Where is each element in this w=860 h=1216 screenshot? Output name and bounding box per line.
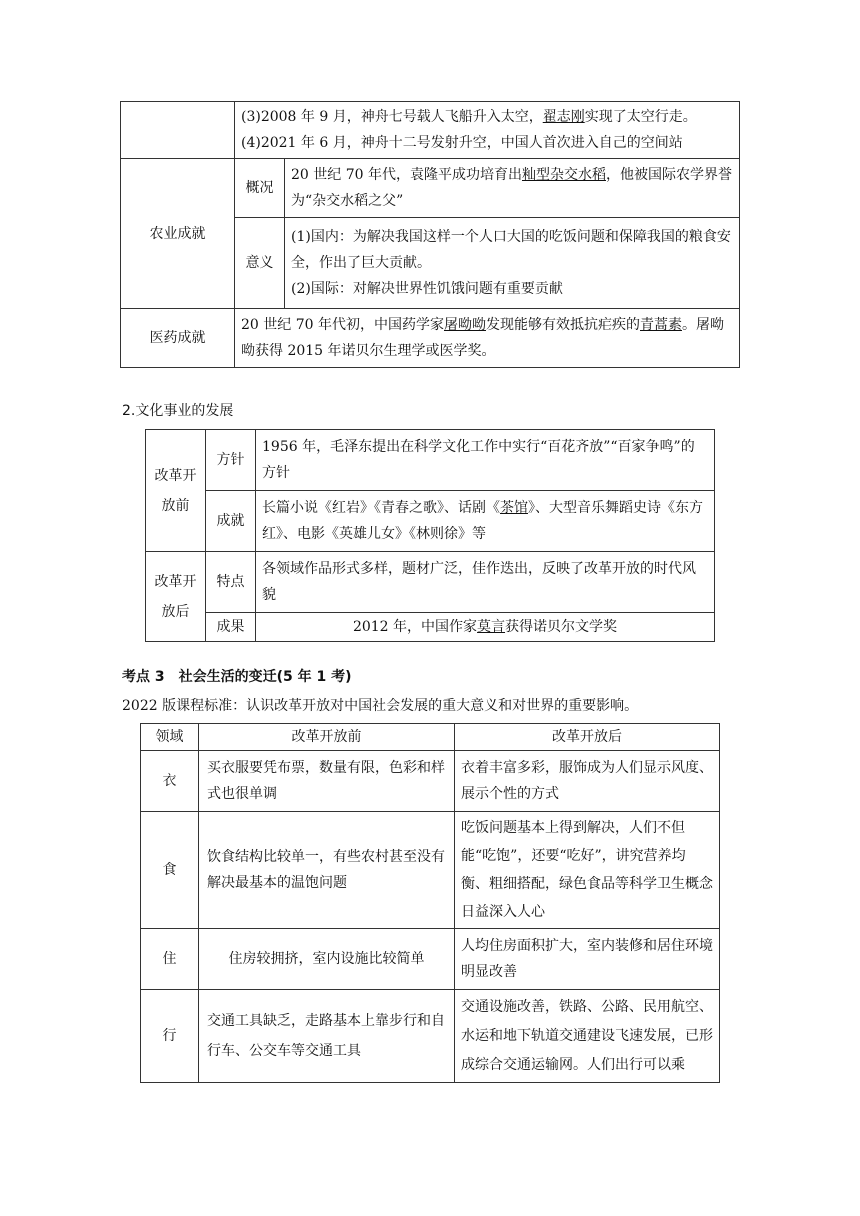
- overview-text: [285, 159, 740, 218]
- period-after: [146, 552, 206, 642]
- table-row: [121, 102, 740, 159]
- header-field: 领域: [141, 724, 199, 751]
- after-cell: 吃饭问题基本上得到解决，人们不但能“吃饱”，还要“吃好”，讲究营养均衡、粗细搭配，绿色食品等科学卫生概念日益深入人心: [455, 812, 720, 929]
- med-text: [235, 309, 740, 368]
- policy-text: 1956 年，毛泽东提出在科学文化工作中实行“百花齐放”“百家争鸣”的方针: [256, 430, 715, 491]
- space-cell: [235, 102, 740, 159]
- header-before: 改革开放前: [199, 724, 455, 751]
- result-text: [256, 613, 715, 642]
- overview-text-b: ，他被国际农学界誉为“杂交水稻之父”: [291, 167, 732, 209]
- table-row: [146, 613, 715, 642]
- scientist-name: 屠呦呦: [443, 317, 486, 333]
- period-after-label: 改革开放后: [154, 573, 197, 620]
- overview-text-a: 20 世纪 70 年代，袁隆平成功培育出: [291, 167, 522, 183]
- result-text-a: 2012 年，中国作家: [352, 619, 478, 635]
- section-heading-social: 考点 3 社会生活的变迁(5 年 1 考): [122, 669, 352, 685]
- field-cell: 食: [141, 812, 199, 929]
- meaning-domestic: (1)国内：为解决我国这样一个人口大国的吃饭问题和保障我国的粮食安全，作出了巨大贡献。: [291, 229, 731, 271]
- achievements-table: [120, 101, 740, 368]
- teahouse-term: 茶馆: [500, 500, 528, 516]
- feature-label: 特点: [206, 552, 256, 613]
- result-text-b: 获得诺贝尔文学奖: [505, 619, 618, 635]
- med-text-b: 发现能够有效抵抗疟疾的: [485, 317, 640, 333]
- rice-term: 籼型杂交水稻: [521, 167, 606, 183]
- period-before: [146, 430, 206, 552]
- section-heading-culture: 2.文化事业的发展: [122, 403, 234, 419]
- before-cell: 饮食结构比较单一，有些农村甚至没有解决最基本的温饱问题: [199, 812, 455, 929]
- field-cell: 行: [141, 990, 199, 1083]
- table-row: [141, 751, 720, 812]
- social-life-table: [140, 723, 720, 1083]
- table-cell: [121, 102, 235, 159]
- before-cell: 买衣服要凭布票，数量有限，色彩和样式也很单调: [199, 751, 455, 812]
- meaning-international: (2)国际：对解决世界性饥饿问题有重要贡献: [291, 281, 563, 297]
- result-label: 成果: [206, 613, 256, 642]
- period-before-label: 改革开放前: [154, 467, 197, 514]
- curriculum-standard: 2022 版课程标准：认识改革开放对中国社会发展的重大意义和对世界的重要影响。: [122, 698, 639, 714]
- writer-name: 莫言: [477, 619, 506, 635]
- drug-name: 青蒿素: [639, 317, 682, 333]
- space-item-3: (3)2008 年 9 月，神舟七号载人飞船升入太空，翟志刚实现了太空行走。: [241, 109, 697, 125]
- before-cell: 住房较拥挤，室内设施比较简单: [199, 929, 455, 990]
- overview-label: 概况: [235, 159, 285, 218]
- med-text-c: 。屠呦呦获得 2015 年诺贝尔生理学或医学奖。: [241, 317, 724, 359]
- achv-text-b: 》、大型音乐舞蹈史诗《东方红》、电影《英雄儿女》《林则徐》等: [262, 500, 703, 542]
- agri-category: 农业成就: [121, 159, 235, 309]
- after-cell: 人均住房面积扩大，室内装修和居住环境明显改善: [455, 929, 720, 990]
- table-row: [141, 929, 720, 990]
- table-header-row: [141, 724, 720, 751]
- space-name: 翟志刚: [542, 109, 585, 125]
- med-text-a: 20 世纪 70 年代初，中国药学家: [241, 317, 444, 333]
- space-item-4: (4)2021 年 6 月，神舟十二号发射升空，中国人首次进入自己的空间站: [241, 135, 683, 151]
- culture-table: [145, 429, 715, 642]
- after-cell: 衣着丰富多彩，服饰成为人们显示风度、展示个性的方式: [455, 751, 720, 812]
- field-cell: 衣: [141, 751, 199, 812]
- table-row: [141, 812, 720, 929]
- table-row: [141, 990, 720, 1083]
- med-category: 医药成就: [121, 309, 235, 368]
- achievement-text: [256, 491, 715, 552]
- policy-label: 方针: [206, 430, 256, 491]
- table-row: [146, 552, 715, 613]
- after-cell: 交通设施改善，铁路、公路、民用航空、水运和地下轨道交通建设飞速发展，已形成综合交通运输网。人们出行可以乘: [455, 990, 720, 1083]
- table-row: [146, 491, 715, 552]
- table-row: [121, 309, 740, 368]
- achievement-label: 成就: [206, 491, 256, 552]
- meaning-text: [285, 218, 740, 309]
- meaning-label: 意义: [235, 218, 285, 309]
- feature-text: 各领域作品形式多样，题材广泛，佳作迭出，反映了改革开放的时代风貌: [256, 552, 715, 613]
- before-cell: 交通工具缺乏，走路基本上靠步行和自行车、公交车等交通工具: [199, 990, 455, 1083]
- achv-text-a: 长篇小说《红岩》《青春之歌》、话剧《: [262, 500, 500, 516]
- field-cell: 住: [141, 929, 199, 990]
- table-row: [121, 159, 740, 218]
- table-row: [146, 430, 715, 491]
- header-after: 改革开放后: [455, 724, 720, 751]
